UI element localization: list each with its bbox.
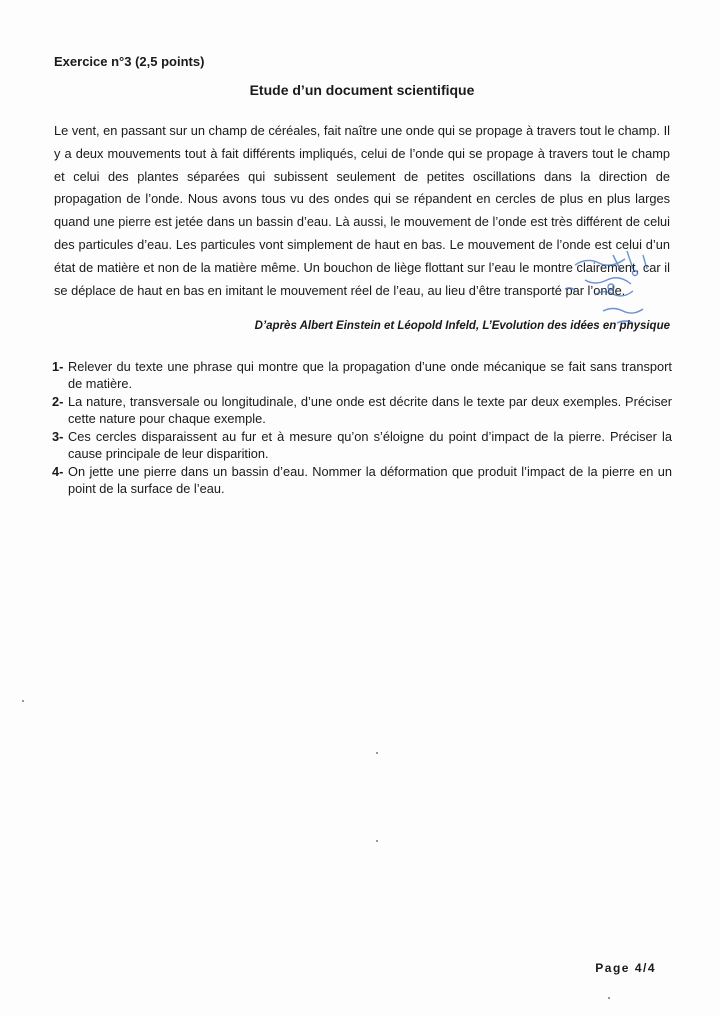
question-item (52, 393, 672, 427)
page-number: Page 4/4 (595, 961, 656, 975)
question-number: 2- (52, 394, 64, 409)
question-item (52, 463, 672, 497)
scan-speck (376, 840, 378, 842)
question-list (52, 358, 672, 498)
question-number: 1- (52, 359, 64, 374)
question-text: On jette une pierre dans un bassin d’eau. Nommer la déformation que produit l’impact de la pierre en un point de la surface de l’eau. (68, 464, 672, 496)
question-item (52, 428, 672, 462)
question-text: La nature, transversale ou longitudinale, d’une onde est décrite dans le texte par deux exemples. Préciser cette nature pour chaque exemple. (68, 394, 672, 426)
question-item (52, 358, 672, 392)
scan-speck (608, 997, 610, 999)
scan-speck (22, 700, 24, 702)
question-number: 3- (52, 429, 64, 444)
document-paragraph: Le vent, en passant sur un champ de céréales, fait naître une onde qui se propage à travers tout le champ. Il y a deux mouvements tout à fait différents impliqués, celui de l’onde qui se propage à travers tout le champ et celui des plantes séparées qui subissent seulement de petites oscillations dans la direction de propagation de l’onde. Nous avons tous vu des ondes qui se répandent en cercles de plus en plus larges quand une pierre est jetée dans un bassin d’eau. Là aussi, le mouvement de l’onde est très différent de celui des particules d’eau. Les particules vont simplement de haut en bas. Le mouvement de l’onde est celui d’un état de matière et non de la matière même. Un bouchon de liège flottant sur l’eau le montre clairement, car il se déplace de haut en bas en imitant le mouvement réel de l’eau, au lieu d’être transporté par l’onde. (54, 123, 670, 298)
document-source: D’après Albert Einstein et Léopold Infeld, L’Evolution des idées en physique (254, 320, 670, 332)
scan-speck (376, 752, 378, 754)
exercise-title: Exercice n°3 (2,5 points) (54, 54, 205, 69)
question-text: Ces cercles disparaissent au fur et à mesure qu’on s’éloigne du point d’impact de la pierre. Préciser la cause principale de leur disparition. (68, 429, 672, 461)
question-text: Relever du texte une phrase qui montre que la propagation d’une onde mécanique se fait sans transport de matière. (68, 359, 672, 391)
document-title: Etude d’un document scientifique (249, 82, 475, 98)
question-number: 4- (52, 464, 64, 479)
